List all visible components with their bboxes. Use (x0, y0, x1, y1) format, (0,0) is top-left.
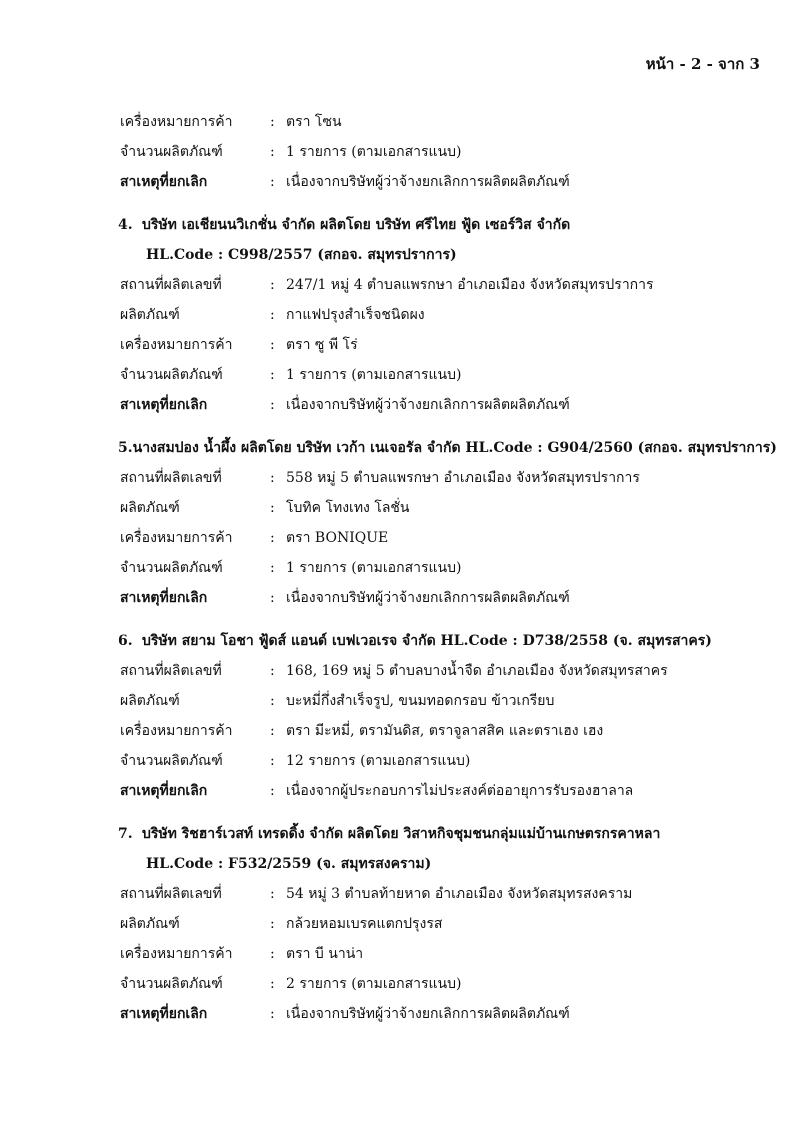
entry-title: บริษัท สยาม โอชา ฟู้ดส์ แอนด์ เบฟเวอเรจ จำกัด HL.Code : D738/2558 (จ. สมุทรสาคร) (142, 633, 712, 649)
brand-row (120, 939, 770, 969)
entry-code: HL.Code : C998/2557 (สกอจ. สมุทรปราการ) (146, 247, 457, 263)
brand-row (120, 107, 770, 137)
place-label: สถานที่ผลิตเลขที่ (120, 663, 222, 679)
product-value: โบทิค โทงเทง โลชั่น (286, 500, 410, 516)
entry-number: 6. (118, 633, 133, 649)
place-value: 54 หมู่ 3 ตำบลท้ายหาด อำเภอเมือง จังหวัดสมุทรสงคราม (286, 886, 633, 902)
colon: : (270, 693, 275, 709)
brand-value: ตรา ซู พี โร่ (286, 337, 358, 353)
place-value: 558 หมู่ 5 ตำบลแพรกษา อำเภอเมือง จังหวัดสมุทรปราการ (286, 470, 640, 486)
place-label: สถานที่ผลิตเลขที่ (120, 470, 222, 486)
reason-value: เนื่องจากบริษัทผู้ว่าจ้างยกเลิกการผลิตผลิตภัณฑ์ (286, 1006, 570, 1022)
entry-code: HL.Code : F532/2559 (จ. สมุทรสงคราม) (146, 856, 432, 872)
product-row (120, 909, 770, 939)
reason-value: เนื่องจากบริษัทผู้ว่าจ้างยกเลิกการผลิตผลิตภัณฑ์ (286, 174, 570, 190)
product-label: ผลิตภัณฑ์ (120, 693, 180, 709)
brand-row (120, 330, 770, 360)
quantity-row (120, 969, 770, 999)
colon: : (270, 114, 275, 130)
place-label: สถานที่ผลิตเลขที่ (120, 277, 222, 293)
product-row (120, 493, 770, 523)
reason-label: สาเหตุที่ยกเลิก (120, 590, 208, 606)
quantity-value: 1 รายการ (ตามเอกสารแนบ) (286, 367, 462, 383)
reason-value: เนื่องจากผู้ประกอบการไม่ประสงค์ต่ออายุการรับรองฮาลาล (286, 783, 634, 799)
colon: : (270, 946, 275, 962)
colon: : (270, 337, 275, 353)
brand-row (120, 523, 770, 553)
brand-label: เครื่องหมายการค้า (120, 946, 233, 962)
product-value: กาแฟปรุงสำเร็จชนิดผง (286, 307, 425, 323)
colon: : (270, 367, 275, 383)
brand-value: ตรา บี นาน่า (286, 946, 364, 962)
reason-label: สาเหตุที่ยกเลิก (120, 1006, 208, 1022)
entry-title: นางสมปอง น้ำผึ้ง ผลิตโดย บริษัท เวก้า เนเจอรัล จำกัด HL.Code : G904/2560 (สกอจ. สมุทรปราการ) (132, 440, 777, 456)
reason-value: เนื่องจากบริษัทผู้ว่าจ้างยกเลิกการผลิตผลิตภัณฑ์ (286, 397, 570, 413)
colon: : (270, 590, 275, 606)
reason-label: สาเหตุที่ยกเลิก (120, 783, 208, 799)
quantity-label: จำนวนผลิตภัณฑ์ (120, 753, 223, 769)
brand-label: เครื่องหมายการค้า (120, 337, 233, 353)
place-row (120, 656, 770, 686)
entry-title: บริษัท เอเชียนนวิเกชั่น จำกัด ผลิตโดย บริษัท ศรีไทย ฟู้ด เซอร์วิส จำกัด (142, 217, 571, 233)
quantity-row (120, 137, 770, 167)
colon: : (270, 500, 275, 516)
place-row (120, 879, 770, 909)
entry-heading (118, 433, 777, 463)
colon: : (270, 470, 275, 486)
place-label: สถานที่ผลิตเลขที่ (120, 886, 222, 902)
colon: : (270, 277, 275, 293)
brand-value: ตรา BONIQUE (286, 530, 389, 546)
entry-heading (118, 819, 770, 849)
brand-label: เครื่องหมายการค้า (120, 114, 233, 130)
quantity-row (120, 746, 770, 776)
reason-row (120, 583, 770, 613)
colon: : (270, 144, 275, 160)
quantity-label: จำนวนผลิตภัณฑ์ (120, 976, 223, 992)
colon: : (270, 916, 275, 932)
colon: : (270, 663, 275, 679)
entry-title: บริษัท ริชฮาร์เวสท์ เทรดดิ้ง จำกัด ผลิตโดย วิสาหกิจชุมชนกลุ่มแม่บ้านเกษตรกรคาหลา (142, 826, 661, 842)
quantity-value: 1 รายการ (ตามเอกสารแนบ) (286, 144, 462, 160)
document-body (118, 107, 777, 1029)
quantity-value: 12 รายการ (ตามเอกสารแนบ) (286, 753, 471, 769)
place-value: 247/1 หมู่ 4 ตำบลแพรกษา อำเภอเมือง จังหวัดสมุทรปราการ (286, 277, 654, 293)
colon: : (270, 560, 275, 576)
product-label: ผลิตภัณฑ์ (120, 916, 180, 932)
product-row (120, 300, 770, 330)
product-row (120, 686, 770, 716)
colon: : (270, 753, 275, 769)
colon: : (270, 783, 275, 799)
reason-row (120, 776, 770, 806)
colon: : (270, 174, 275, 190)
reason-value: เนื่องจากบริษัทผู้ว่าจ้างยกเลิกการผลิตผลิตภัณฑ์ (286, 590, 570, 606)
place-row (120, 463, 770, 493)
colon: : (270, 530, 275, 546)
reason-label: สาเหตุที่ยกเลิก (120, 397, 208, 413)
reason-row (120, 390, 770, 420)
brand-label: เครื่องหมายการค้า (120, 530, 233, 546)
continued-entry (120, 107, 770, 197)
brand-row (120, 716, 770, 746)
reason-label: สาเหตุที่ยกเลิก (120, 174, 208, 190)
entry-5 (118, 433, 777, 613)
quantity-label: จำนวนผลิตภัณฑ์ (120, 560, 223, 576)
colon: : (270, 976, 275, 992)
entry-number: 4. (118, 217, 133, 233)
brand-label: เครื่องหมายการค้า (120, 723, 233, 739)
entry-number: 5. (118, 440, 133, 456)
quantity-value: 2 รายการ (ตามเอกสารแนบ) (286, 976, 462, 992)
entry-6 (120, 626, 770, 806)
entry-heading (118, 210, 770, 240)
entry-heading (118, 626, 770, 656)
page-number: หน้า - 2 - จาก 3 (645, 55, 760, 73)
entry-4 (120, 210, 770, 420)
colon: : (270, 1006, 275, 1022)
quantity-label: จำนวนผลิตภัณฑ์ (120, 144, 223, 160)
brand-value: ตรา โซน (286, 114, 342, 130)
place-row (120, 270, 770, 300)
quantity-row (120, 553, 770, 583)
place-value: 168, 169 หมู่ 5 ตำบลบางน้ำจืด อำเภอเมือง จังหวัดสมุทรสาคร (286, 663, 668, 679)
brand-value: ตรา มีะหมี่, ตรามันดิส, ตราจูลาสสิค และตราเฮง เฮง (286, 723, 604, 739)
quantity-label: จำนวนผลิตภัณฑ์ (120, 367, 223, 383)
product-label: ผลิตภัณฑ์ (120, 500, 180, 516)
colon: : (270, 397, 275, 413)
colon: : (270, 886, 275, 902)
quantity-value: 1 รายการ (ตามเอกสารแนบ) (286, 560, 462, 576)
product-value: บะหมี่กึ่งสำเร็จรูป, ขนมทอดกรอบ ข้าวเกรียบ (286, 693, 555, 709)
entry-number: 7. (118, 826, 133, 842)
entry-7 (120, 819, 770, 1029)
colon: : (270, 307, 275, 323)
reason-row (120, 167, 770, 197)
product-value: กล้วยหอมเบรคแตกปรุงรส (286, 916, 443, 932)
reason-row (120, 999, 770, 1029)
quantity-row (120, 360, 770, 390)
colon: : (270, 723, 275, 739)
product-label: ผลิตภัณฑ์ (120, 307, 180, 323)
